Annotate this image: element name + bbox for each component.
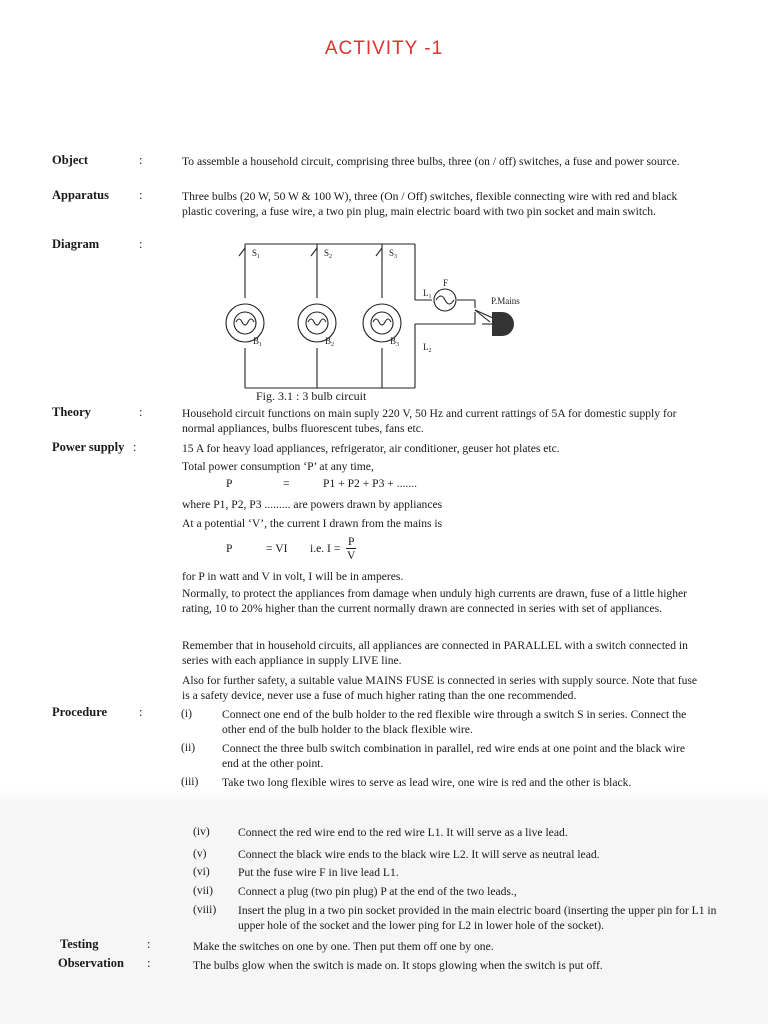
theory-para-1: Normally, to protect the appliances from damage when unduly high currents are drawn, fuse of a little higher rating, 10 to 20% higher than the current normally drawn are connected in series with set of appliances.	[182, 587, 688, 615]
procedure-colon: :	[139, 705, 143, 719]
object-label: Object	[52, 153, 89, 167]
step-num: (vii)	[193, 884, 213, 897]
apparatus-label: Apparatus	[52, 188, 109, 202]
apparatus-text: Three bulbs (20 W, 50 W & 100 W), three (On / Off) switches, flexible connecting wire with red and black plastic covering, a fuse wire, a two pin plug, main electric board with two pin socket and main switch.	[182, 190, 678, 218]
step-num: (iv)	[193, 825, 210, 838]
testing-colon: :	[147, 937, 151, 951]
observation-label: Observation	[58, 956, 124, 970]
bulb-label-b2: $B_2$	[325, 336, 335, 348]
eq2-denominator: V	[347, 549, 356, 562]
eq1-mid: =	[283, 477, 290, 490]
observation-text: The bulbs glow when the switch is made on. It stops glowing when the switch is put off.	[193, 959, 603, 972]
testing-label: Testing	[60, 937, 99, 951]
step-text: Connect the black wire ends to the black wire L2. It will serve as neutral lead.	[238, 848, 600, 861]
bulb-label-b3: $B_3$	[390, 336, 400, 348]
neutral-lead-label: $L_2$	[423, 342, 432, 354]
switch-label-s2: $S_2$	[324, 248, 333, 260]
object-colon: :	[139, 153, 143, 167]
step-num: (ii)	[181, 741, 196, 754]
eq2-lhs: P	[226, 542, 233, 555]
step-text: Put the fuse wire F in live lead L1.	[238, 866, 399, 879]
units-line: for P in watt and V in volt, I will be in amperes.	[182, 570, 404, 583]
testing-text: Make the switches on one by one. Then put them off one by one.	[193, 940, 494, 953]
eq1-lhs: P	[226, 477, 233, 490]
potential-line: At a potential ‘V’, the current I drawn from the mains is	[182, 517, 443, 530]
apparatus-colon: :	[139, 188, 143, 202]
eq1-rhs: P1 + P2 + P3 + .......	[323, 477, 418, 490]
step-num: (iii)	[181, 775, 199, 788]
theory-para-3: Also for further safety, a suitable value MAINS FUSE is connected in series with supply source. Note that fuse is a safety device, never use a fuse of much higher rating than the one recommended.	[182, 674, 698, 702]
procedure-label: Procedure	[52, 705, 108, 719]
observation-colon: :	[147, 956, 151, 970]
theory-para-2: Remember that in household circuits, all appliances are connected in PARALLEL with a switch connected in series with each appliance in supply LIVE line.	[182, 639, 688, 667]
power-supply-colon: :	[133, 440, 137, 454]
power-supply-label: Power supply	[52, 440, 125, 454]
object-text: To assemble a household circuit, comprising three bulbs, three (on / off) switches, a fuse and power source.	[182, 155, 680, 168]
bulb-circuit-diagram	[220, 236, 560, 396]
total-power-line: Total power consumption ‘P’ at any time,	[182, 460, 374, 473]
live-lead-label: $L_1$	[423, 288, 432, 300]
eq2-ie: i.e. I =	[310, 542, 341, 555]
step-num: (v)	[193, 847, 207, 860]
step-text: Take two long flexible wires to serve as lead wire, one wire is red and the other is black.	[222, 776, 632, 789]
step-num: (vi)	[193, 865, 210, 878]
theory-label: Theory	[52, 405, 91, 419]
where-line: where P1, P2, P3 ......... are powers drawn by appliances	[182, 498, 443, 511]
step-text: Connect the three bulb switch combination in parallel, red wire ends at one point and the black wire end at the other point.	[222, 742, 685, 770]
eq2-mid: = VI	[266, 542, 288, 555]
step-num: (viii)	[193, 903, 217, 916]
step-text: Connect the red wire end to the red wire L1. It will serve as a live lead.	[238, 826, 568, 839]
fuse-label: F	[443, 278, 449, 288]
diagram-caption: Fig. 3.1 : 3 bulb circuit	[256, 389, 367, 403]
step-text: Connect one end of the bulb holder to the red flexible wire through a switch S in series. Connect the other end of the bulb holder to the black flexible wire.	[222, 708, 687, 736]
page-title: ACTIVITY -1	[324, 38, 444, 59]
switch-label-s1: $S_1$	[252, 248, 261, 260]
switch-label-s3: $S_3$	[389, 248, 398, 260]
step-text: Connect a plug (two pin plug) P at the end of the two leads.,	[238, 885, 517, 898]
bulb-label-b1: $B_1$	[253, 336, 263, 348]
diagram-colon: :	[139, 237, 143, 251]
eq2-fraction	[346, 535, 356, 562]
step-text: Insert the plug in a two pin socket provided in the main electric board (inserting the upper pin for L1 in upper hole of the socket and the lower ping for L2 in lower hole of the socket).	[238, 904, 717, 932]
theory-colon: :	[139, 405, 143, 419]
theory-text: Household circuit functions on main suply 220 V, 50 Hz and current rattings of 5A for domestic supply for normal appliances, bulbs fluorescent tubes, fans etc.	[182, 407, 677, 435]
eq2-numerator: P	[348, 535, 355, 548]
step-num: (i)	[181, 707, 192, 720]
diagram-label: Diagram	[52, 237, 100, 251]
mains-label: P.Mains	[491, 296, 520, 306]
power-supply-text: 15 A for heavy load appliances, refrigerator, air conditioner, geuser hot plates etc.	[182, 442, 560, 455]
